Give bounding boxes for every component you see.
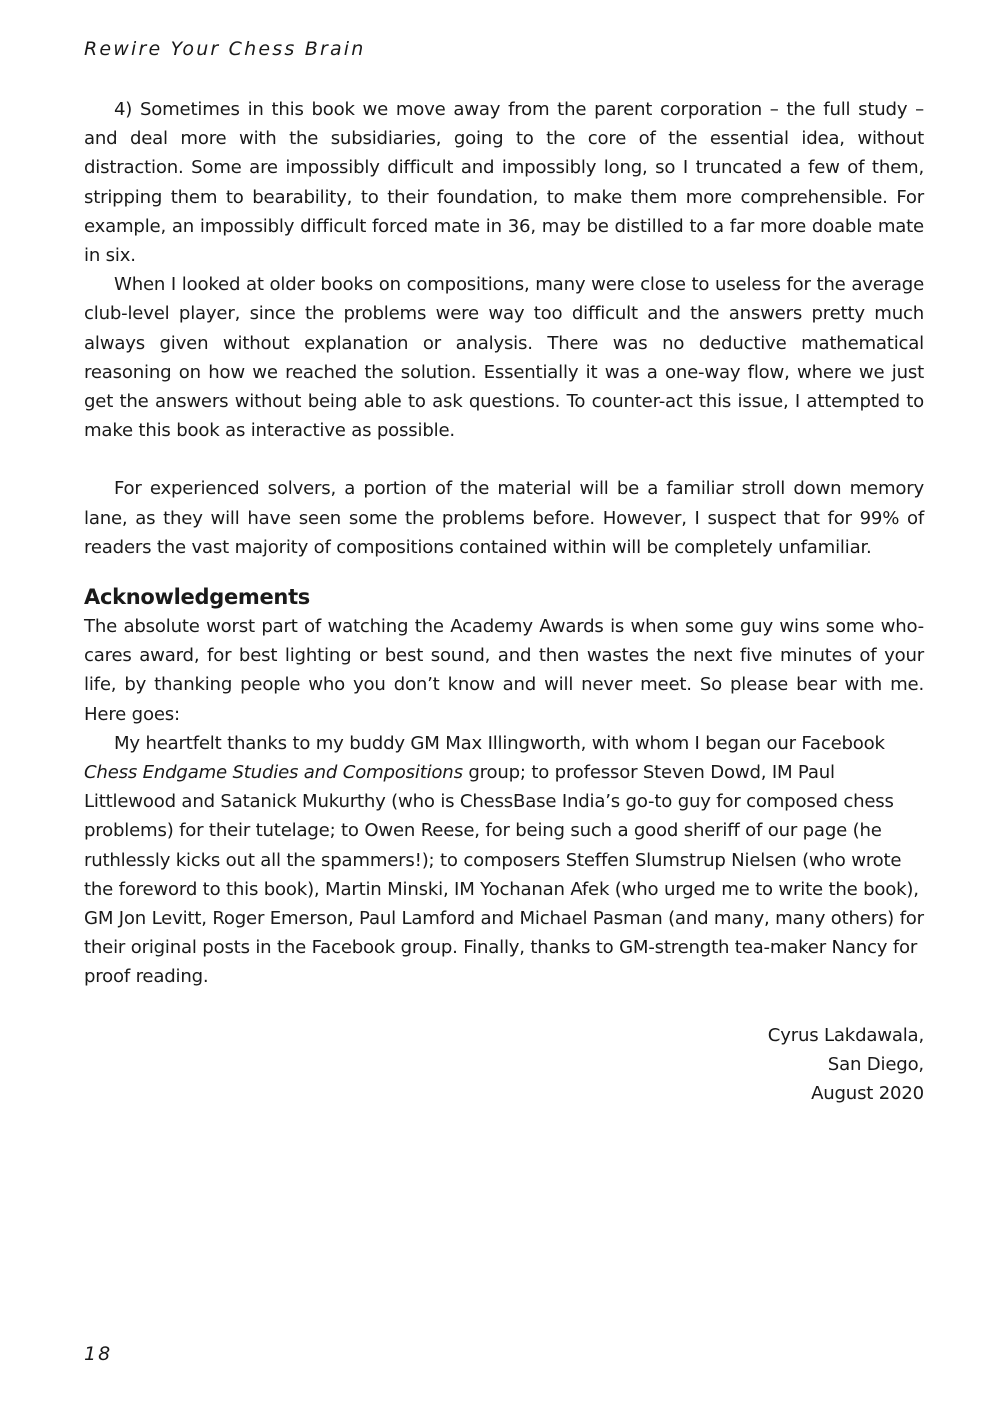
- signature-name: Cyrus Lakdawala,: [767, 1024, 924, 1046]
- acknowledgements-paragraph-2-start: My heartfelt thanks to my buddy GM Max Illingworth, with whom I began our Facebook: [114, 732, 885, 754]
- acknowledgements-paragraph-2: [84, 729, 924, 992]
- paragraph-intro-1: 4) Sometimes in this book we move away from the parent corporation – the full study – and deal more with the subsidiaries, going to the core of the essential idea, without distraction. Some are impossibly difficult and impossibly long, so I truncated a few of them, stripping them to bearability, to their foundation, to make them more comprehensible. For example, an impossibly difficult forced mate in 36, may be distilled to a far more doable mate in six.: [84, 99, 924, 267]
- signature-place: San Diego,: [827, 1053, 924, 1075]
- page-number: 18: [84, 1343, 113, 1365]
- signature-block: [84, 1021, 924, 1109]
- running-head: Rewire Your Chess Brain: [84, 38, 366, 60]
- paragraph-intro-3: For experienced solvers, a portion of the material will be a familiar stroll down memory lane, as they will have seen some the problems before. However, I suspect that for 99% of readers the vast majority of compositions contained within will be completely unfamiliar.: [84, 478, 924, 558]
- acknowledgements-paragraph-2-end: group; to professor Steven Dowd, IM Paul Littlewood and Satanick Mukurthy (who is ChessBase India’s go-to guy for composed chess problems) for their tutelage; to Owen Reese, for being such a good sheriff of our page (he ruthlessly kicks out all the spammers!); to composers Steffen Slumstrup Nielsen (who wrote the foreword to this book), Martin Minski, IM Yochanan Afek (who urged me to write the book), GM Jon Levitt, Roger Emerson, Paul Lamford and Michael Pasman (and many, many others) for their original posts in the Facebook group. Finally, thanks to GM-strength tea-maker Nancy for proof reading.: [84, 762, 924, 988]
- acknowledgements-heading: Acknowledgements: [84, 585, 311, 610]
- paragraph-intro-2: When I looked at older books on compositions, many were close to useless for the average club-level player, since the problems were way too difficult and the answers pretty much always given without explanation or analysis. There was no deductive mathematical reasoning on how we reached the solution. Essentially it was a one-way flow, where we just get the answers without being able to ask questions. To counter-act this issue, I attempted to make this book as interactive as possible.: [84, 274, 924, 442]
- signature-date: August 2020: [811, 1083, 924, 1105]
- facebook-group-title: Chess Endgame Studies and Compositions: [84, 762, 463, 784]
- body-text: [84, 95, 924, 1108]
- acknowledgements-paragraph-1: The absolute worst part of watching the Academy Awards is when some guy wins some who-cares award, for best lighting or best sound, and then wastes the next five minutes of your life, by thanking people who you don’t know and will never meet. So please bear with me. Here goes:: [84, 616, 924, 725]
